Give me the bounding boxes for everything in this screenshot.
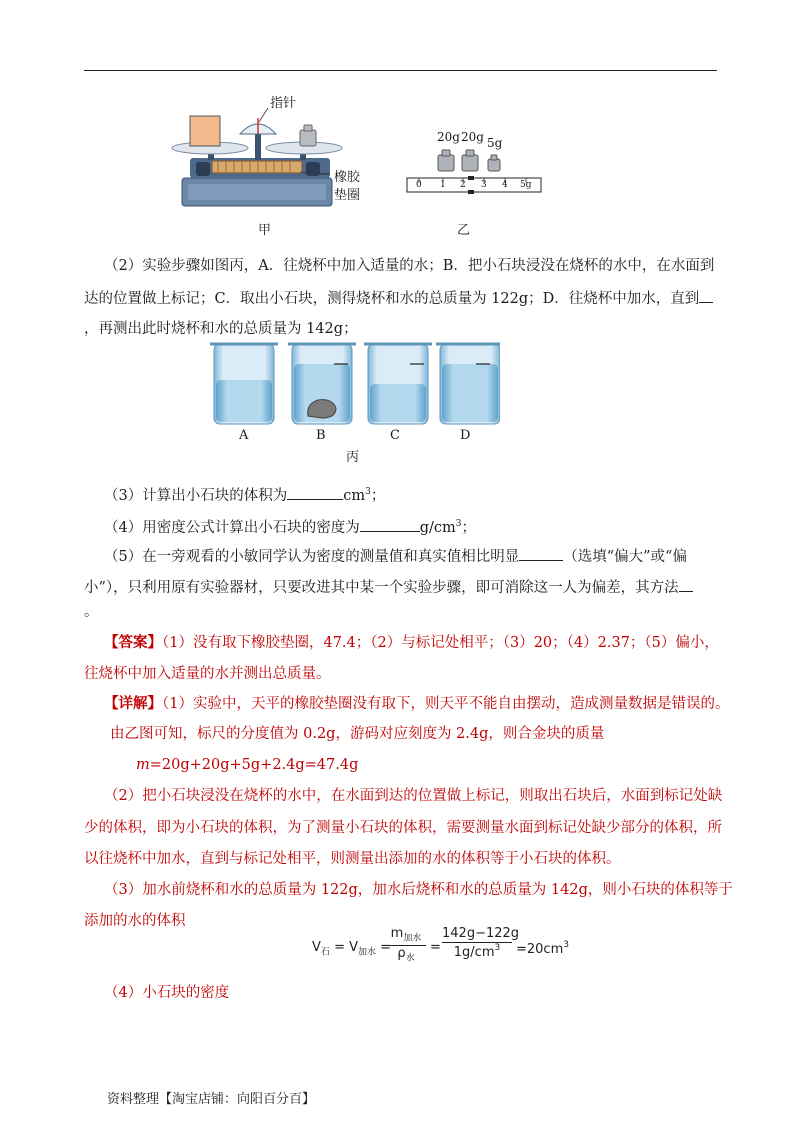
detail-mass-var: m <box>136 757 150 773</box>
q5-text-c: 小”），只利用原有实验器材，只要改进其中某一个实验步骤，即可消除这一人为偏差，其方法 <box>84 580 679 596</box>
formula-num1-sub: 加水 <box>403 933 422 944</box>
q3-text: （3）计算出小石块的体积为 <box>104 488 288 504</box>
q3-line <box>104 482 744 506</box>
answer-line1 <box>104 633 744 653</box>
formula-num2: 142g−122g <box>442 926 520 941</box>
beaker-b <box>288 344 356 424</box>
weights-caption: 乙 <box>457 223 471 238</box>
formula-eq1: = <box>334 940 345 955</box>
q4-text: （4）用密度公式计算出小石块的密度为 <box>104 520 360 536</box>
q2-line2-text: 达的位置做上标记；C．取出小石块，测得烧杯和水的总质量为 122g；D．往烧杯中加水，直到 <box>84 291 700 307</box>
formula-v2: V <box>349 940 359 955</box>
answer-tag: 【答案】 <box>104 634 162 651</box>
q4-end: ； <box>461 520 477 536</box>
weight-label-2: 20g <box>461 130 484 144</box>
formula-den1-sub: 水 <box>405 953 415 964</box>
scale-tick-1: 1 <box>440 180 446 190</box>
q3-unit-sup: 3 <box>365 487 371 497</box>
pointer-label: 指针 <box>270 96 297 111</box>
formula-lhs: V <box>312 940 321 955</box>
weight-label-3: 5g <box>487 136 503 150</box>
pad-label-line1: 橡胶 <box>334 170 361 185</box>
detail-line9: （4）小石块的密度 <box>104 985 230 1001</box>
formula-eq3: = <box>430 940 441 955</box>
beakers-figure <box>200 338 500 430</box>
q5-line1 <box>104 546 744 567</box>
beaker-label-a: A <box>239 428 249 443</box>
beaker-a <box>210 344 278 424</box>
q4-blank <box>360 517 420 532</box>
formula-eq2: = <box>380 940 392 955</box>
formula-den1: ρ <box>397 945 406 961</box>
detail-line7: （3）加水前烧杯和水的总质量为 122g，加水后烧杯和水的总质量为 142g，则小石块的体积等于 <box>104 882 733 898</box>
scale-tick-3: 3 <box>481 180 487 190</box>
q2-line1: （2）实验步骤如图丙，A．往烧杯中加入适量的水；B．把小石块浸没在烧杯的水中，在水面到 <box>104 258 715 274</box>
q4-unit-sup: 3 <box>455 519 462 529</box>
formula-lhs-sub: 石 <box>320 947 330 958</box>
detail-line3 <box>136 755 776 775</box>
formula-den2-sup: 3 <box>494 943 501 953</box>
beaker-c <box>364 344 432 424</box>
scale-tick-5: 5g <box>520 180 532 190</box>
formula-num1: m <box>390 926 404 941</box>
weight-label-1: 20g <box>437 130 460 144</box>
detail-line6: 以往烧杯中加水，直到与标记处相平，则测量出添加的水的体积等于小石块的体积。 <box>84 851 621 867</box>
q5-line2 <box>84 577 724 598</box>
q3-unit: cm <box>343 488 366 504</box>
balance-caption: 甲 <box>258 223 272 238</box>
detail-text-1: （1）实验中，天平的橡胶垫圈没有取下，则天平不能自由摆动，造成测量数据是错误的。 <box>162 696 730 712</box>
beaker-label-d: D <box>460 428 471 443</box>
detail-line5: 少的体积，即为小石块的体积，为了测量小石块的体积，需要测量水面到标记处缺少部分的体积，所 <box>84 820 722 836</box>
scale-tick-0: 0 <box>416 180 422 190</box>
answer-line2: 往烧杯中加入适量的水并测出总质量。 <box>84 666 331 682</box>
scale-tick-2: 2 <box>460 180 466 190</box>
answer-text: （1）没有取下橡胶垫圈，47.4；（2）与标记处相平；（3）20；（4）2.37；（5）偏小， <box>162 635 719 651</box>
footer-source: 资料整理【淘宝店铺：向阳百分百】 <box>107 1092 316 1107</box>
top-rule <box>84 70 717 71</box>
q5-text-a: （5）在一旁观看的小敏同学认为密度的测量值和真实值相比明显 <box>104 549 520 565</box>
q5-text-b: （选填“偏大”或“偏 <box>563 549 687 565</box>
q2-blank <box>699 288 713 303</box>
formula-v2-sub: 加水 <box>358 947 377 958</box>
detail-line4: （2）把小石块浸没在烧杯的水中，在水面到达的位置做上标记，则取出石块后，水面到标记处缺 <box>104 788 723 804</box>
q5-blank1 <box>519 546 563 561</box>
beaker-label-c: C <box>390 428 400 443</box>
q5-line3: 。 <box>84 604 99 620</box>
detail-mass-eq: =20g+20g+5g+2.4g=47.4g <box>149 757 359 773</box>
formula-result: =20cm <box>516 942 564 957</box>
q2-line3: ，再测出此时烧杯和水的总质量为 142g； <box>84 321 358 337</box>
beaker-label-b: B <box>316 428 326 443</box>
q5-blank2 <box>679 577 693 592</box>
formula-result-sup: 3 <box>563 940 569 950</box>
beaker-d <box>436 344 500 424</box>
q4-line <box>104 514 744 538</box>
q2-line2 <box>84 288 724 309</box>
pad-label-line2: 垫圈 <box>334 188 361 203</box>
q3-blank <box>287 485 343 500</box>
scale-tick-4: 4 <box>502 180 508 190</box>
formula-den2: 1g/cm <box>453 945 495 960</box>
detail-line2: 由乙图可知，标尺的分度值为 0.2g，游码对应刻度为 2.4g，则合金块的质量 <box>110 726 605 742</box>
detail-line8: 添加的水的体积 <box>84 913 186 929</box>
detail-line1 <box>104 694 744 714</box>
q4-unit: g/cm <box>419 520 456 536</box>
beakers-caption: 丙 <box>346 450 360 465</box>
detail-tag: 【详解】 <box>104 695 162 712</box>
q3-end: ； <box>370 488 386 504</box>
